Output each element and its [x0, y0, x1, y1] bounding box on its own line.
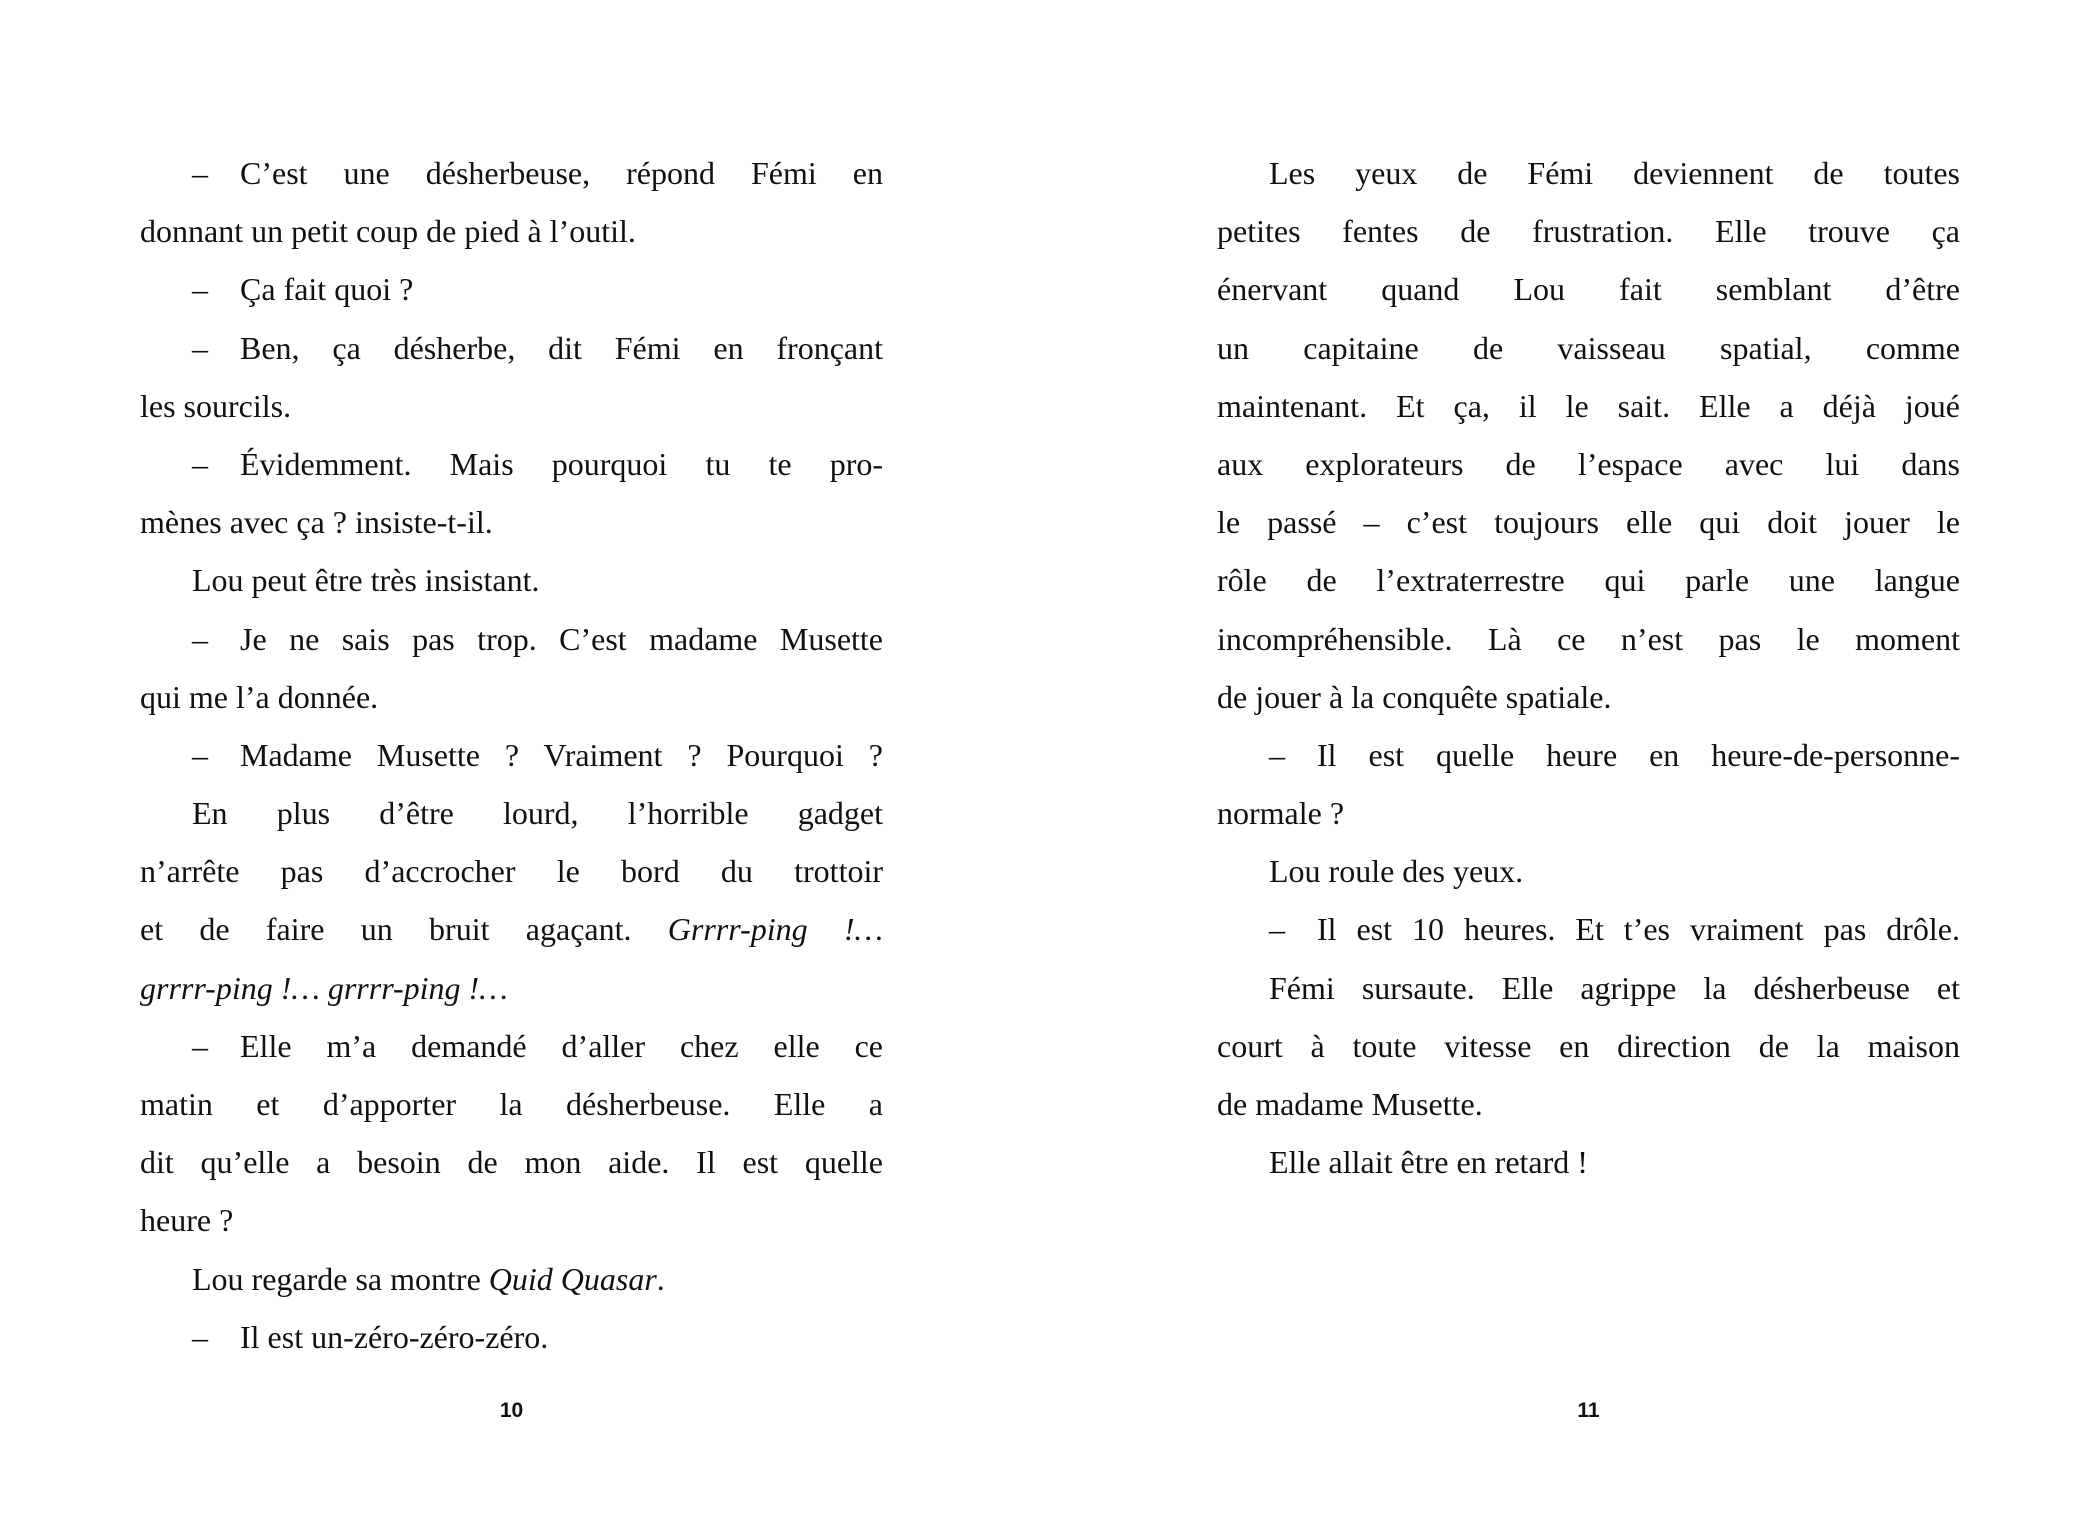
text-line [140, 493, 883, 551]
line-text [240, 319, 883, 377]
text-segment: Il est un-zéro-zéro-zéro. [240, 1318, 549, 1355]
text-line [1217, 1017, 1960, 1075]
dialogue-line [140, 435, 883, 493]
dialogue-line [140, 319, 883, 377]
text-segment: Il est 10 heures. Et t’es vraiment pas drôle. [1317, 911, 1960, 948]
line-text [1269, 144, 1960, 202]
text-line [1217, 610, 1960, 668]
line-text [1269, 842, 1960, 900]
text-segment: Fémi sursaute. Elle agrippe la désherbeuse et [1269, 969, 1960, 1006]
line-text [140, 900, 883, 958]
text-line [140, 1250, 883, 1308]
line-text [240, 610, 883, 668]
dialogue-dash: – [192, 1027, 208, 1064]
text-segment: donnant un petit coup de pied à l’outil. [140, 213, 636, 250]
dialogue-line [140, 1017, 883, 1075]
line-text [192, 784, 883, 842]
text-line [1217, 435, 1960, 493]
dialogue-line [140, 1308, 883, 1366]
text-segment: Les yeux de Fémi deviennent de toutes [1269, 155, 1960, 191]
text-segment: Elle allait être en retard ! [1269, 1144, 1588, 1181]
text-segment: Lou peut être très insistant. [192, 562, 540, 599]
text-line [1217, 144, 1960, 202]
text-line [140, 551, 883, 609]
text-segment: aux explorateurs de l’espace avec lui dans [1217, 445, 1960, 482]
text-segment: Évidemment. Mais pourquoi tu te pro- [240, 445, 883, 482]
line-text [1217, 1075, 1960, 1133]
text-segment: n’arrête pas d’accrocher le bord du trottoir [140, 853, 883, 890]
line-text [192, 1250, 883, 1308]
text-segment: Elle m’a demandé d’aller chez elle ce [240, 1027, 883, 1064]
dialogue-line [1217, 726, 1960, 784]
text-line [1217, 784, 1960, 842]
line-text [140, 959, 883, 1017]
line-text [1217, 551, 1960, 609]
text-line [140, 377, 883, 435]
line-text [240, 1017, 883, 1075]
dialogue-line [140, 610, 883, 668]
text-line [140, 1133, 883, 1191]
text-line [140, 1191, 883, 1249]
text-segment: énervant quand Lou fait semblant d’être [1217, 271, 1960, 308]
text-line [1217, 260, 1960, 318]
text-line [140, 1075, 883, 1133]
line-text [1269, 1133, 1960, 1191]
text-segment: maintenant. Et ça, il le sait. Elle a déjà joué [1217, 387, 1960, 424]
text-column [1217, 144, 1960, 1191]
line-text [1217, 377, 1960, 435]
line-text [1217, 1017, 1960, 1075]
text-segment: incompréhensible. Là ce n’est pas le moment [1217, 620, 1960, 657]
text-line [1217, 1133, 1960, 1191]
text-segment: de jouer à la conquête spatiale. [1217, 678, 1612, 715]
line-text [240, 1308, 883, 1366]
text-line [1217, 842, 1960, 900]
text-segment: Il est quelle heure en heure-de-personne- [1317, 736, 1960, 773]
italic-text: Quid Quasar [488, 1260, 657, 1297]
dialogue-dash: – [192, 445, 208, 482]
text-segment: mènes avec ça ? insiste-t-il. [140, 504, 493, 541]
page-number: 11 [1577, 1399, 1600, 1422]
line-text [140, 1133, 883, 1191]
text-segment: un capitaine de vaisseau spatial, comme [1217, 329, 1960, 366]
line-text [140, 377, 883, 435]
line-text [1317, 726, 1960, 784]
italic-text: grrrr-ping !… grrrr-ping !… [140, 969, 508, 1006]
text-segment: et de faire un bruit agaçant. [140, 911, 668, 948]
line-text [1269, 959, 1960, 1017]
dialogue-dash: – [192, 329, 208, 366]
text-segment: En plus d’être lourd, l’horrible gadget [192, 795, 883, 832]
line-text [240, 435, 883, 493]
text-segment: Lou regarde sa montre [192, 1260, 489, 1297]
line-text [1217, 260, 1960, 318]
text-segment: court à toute vitesse en direction de la maison [1217, 1027, 1960, 1064]
line-text [140, 1075, 883, 1133]
text-segment: qui me l’a donnée. [140, 678, 379, 715]
text-segment: petites fentes de frustration. Elle trouve ça [1217, 213, 1960, 250]
line-text [1217, 202, 1960, 260]
text-line [1217, 668, 1960, 726]
text-line [1217, 551, 1960, 609]
text-segment: les sourcils. [140, 387, 292, 424]
text-segment: Madame Musette ? Vraiment ? Pourquoi ? [240, 736, 883, 773]
line-text [192, 551, 883, 609]
dialogue-line [140, 260, 883, 318]
dialogue-dash: – [1269, 736, 1285, 773]
line-text [240, 726, 883, 784]
text-line [140, 842, 883, 900]
line-text [140, 202, 883, 260]
text-segment: Je ne sais pas trop. C’est madame Musette [240, 620, 883, 657]
line-text [140, 842, 883, 900]
text-line [140, 668, 883, 726]
text-segment: de madame Musette. [1217, 1086, 1483, 1122]
line-text [1217, 668, 1960, 726]
line-text [240, 144, 883, 202]
text-segment: Lou roule des yeux. [1269, 853, 1524, 890]
line-text [140, 668, 883, 726]
line-text [1217, 493, 1960, 551]
page-number: 10 [499, 1399, 524, 1422]
text-segment: rôle de l’extraterrestre qui parle une langue [1217, 562, 1960, 599]
dialogue-dash: – [192, 1318, 208, 1355]
text-segment: heure ? [140, 1202, 234, 1239]
text-line [1217, 319, 1960, 377]
text-segment: Ben, ça désherbe, dit Fémi en fronçant [240, 329, 883, 366]
line-text [1217, 610, 1960, 668]
text-segment: . [656, 1260, 665, 1297]
text-segment: matin et d’apporter la désherbeuse. Elle a [140, 1086, 883, 1122]
page-right [1050, 0, 2100, 1525]
dialogue-line [140, 144, 883, 202]
line-text [140, 1191, 883, 1249]
line-text [1217, 435, 1960, 493]
dialogue-line [1217, 900, 1960, 958]
dialogue-dash: – [192, 620, 208, 657]
text-segment: dit qu’elle a besoin de mon aide. Il est quelle [140, 1144, 883, 1181]
line-text [1317, 900, 1960, 958]
text-line [1217, 202, 1960, 260]
text-line [140, 202, 883, 260]
text-segment: le passé – c’est toujours elle qui doit jouer le [1217, 504, 1960, 541]
text-line [1217, 1075, 1960, 1133]
dialogue-dash: – [192, 271, 208, 308]
text-column [140, 144, 883, 1366]
dialogue-dash: – [192, 736, 208, 773]
text-line [1217, 493, 1960, 551]
dialogue-dash: – [1269, 911, 1285, 948]
line-text [240, 260, 883, 318]
text-line [140, 784, 883, 842]
text-segment: normale ? [1217, 795, 1345, 832]
line-text [1217, 784, 1960, 842]
text-line [140, 900, 883, 958]
text-segment: C’est une désherbeuse, répond Fémi en [240, 155, 883, 191]
text-line [1217, 377, 1960, 435]
line-text [1217, 319, 1960, 377]
italic-text: Grrrr-ping !… [667, 911, 884, 948]
line-text [140, 493, 883, 551]
dialogue-dash: – [192, 155, 208, 191]
text-line [140, 959, 883, 1017]
text-segment: Ça fait quoi ? [240, 271, 414, 308]
text-line [1217, 959, 1960, 1017]
dialogue-line [140, 726, 883, 784]
